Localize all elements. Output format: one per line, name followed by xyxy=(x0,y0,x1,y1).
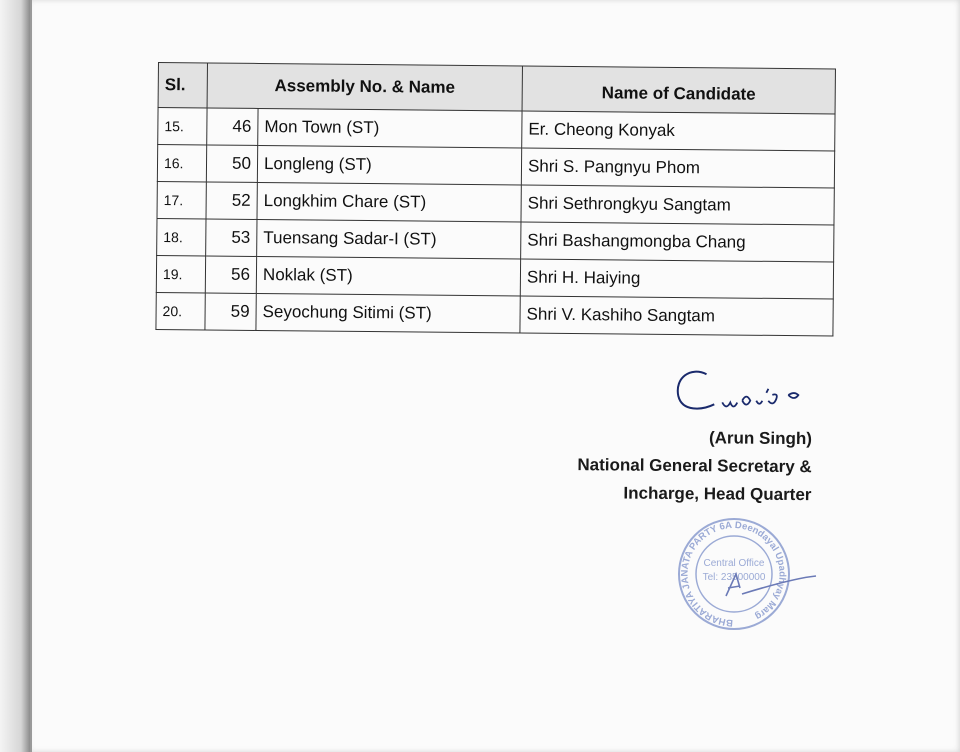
assembly-name-cell: Noklak (ST) xyxy=(256,256,520,296)
assembly-number-cell: 56 xyxy=(205,256,256,293)
table-row xyxy=(156,255,833,298)
sl-cell: 15. xyxy=(158,108,207,145)
assembly-number-cell: 53 xyxy=(206,219,257,256)
assembly-number-cell: 59 xyxy=(205,293,256,330)
table-row xyxy=(157,145,834,188)
table-row xyxy=(157,181,834,224)
assembly-name-cell: Longkhim Chare (ST) xyxy=(257,182,521,222)
sl-cell: 18. xyxy=(157,218,206,255)
table-row xyxy=(156,292,833,335)
party-stamp xyxy=(668,516,818,634)
table-row xyxy=(157,218,834,261)
stamp-center-line2: Tel: 23500000 xyxy=(702,572,766,583)
candidate-name-cell: Shri Sethrongkyu Sangtam xyxy=(521,185,834,225)
assembly-name-cell: Longleng (ST) xyxy=(257,145,521,185)
assembly-name-cell: Tuensang Sadar-I (ST) xyxy=(257,219,521,259)
sl-cell: 20. xyxy=(156,292,205,329)
candidate-table xyxy=(155,62,836,336)
candidate-name-cell: Er. Cheong Konyak xyxy=(522,111,835,151)
sl-cell: 17. xyxy=(157,181,206,218)
table-header-row xyxy=(158,63,835,114)
candidate-column-header: Name of Candidate xyxy=(522,66,835,114)
candidate-name-cell: Shri S. Pangnyu Phom xyxy=(521,148,834,188)
stamp-center-line1: Central Office xyxy=(703,558,765,569)
assembly-name-cell: Seyochung Sitimi (ST) xyxy=(256,293,520,333)
sl-cell: 16. xyxy=(157,145,206,182)
assembly-number-cell: 50 xyxy=(206,145,257,182)
signatory-title-line1: National General Secretary & xyxy=(577,455,812,477)
candidate-table-container xyxy=(155,62,836,336)
signatory-name: (Arun Singh) xyxy=(708,428,813,449)
handwritten-signature xyxy=(662,360,813,425)
signature-block xyxy=(539,359,812,509)
assembly-number-cell: 46 xyxy=(207,108,258,145)
page-edge xyxy=(0,0,30,752)
candidate-name-cell: Shri V. Kashiho Sangtam xyxy=(520,296,833,336)
candidate-name-cell: Shri H. Haiying xyxy=(520,259,833,299)
assembly-column-header: Assembly No. & Name xyxy=(207,63,522,111)
signatory-title-line2: Incharge, Head Quarter xyxy=(623,483,812,505)
assembly-name-cell: Mon Town (ST) xyxy=(258,108,522,148)
candidate-name-cell: Shri Bashangmongba Chang xyxy=(521,222,834,262)
assembly-number-cell: 52 xyxy=(206,182,257,219)
sl-cell: 19. xyxy=(156,255,205,292)
stamp-ring-text: BHARATIYA JANATA PARTY 6A Deendayal Upadhyay Marg xyxy=(679,519,788,629)
table-row xyxy=(158,108,835,151)
sl-column-header: Sl. xyxy=(158,63,207,108)
